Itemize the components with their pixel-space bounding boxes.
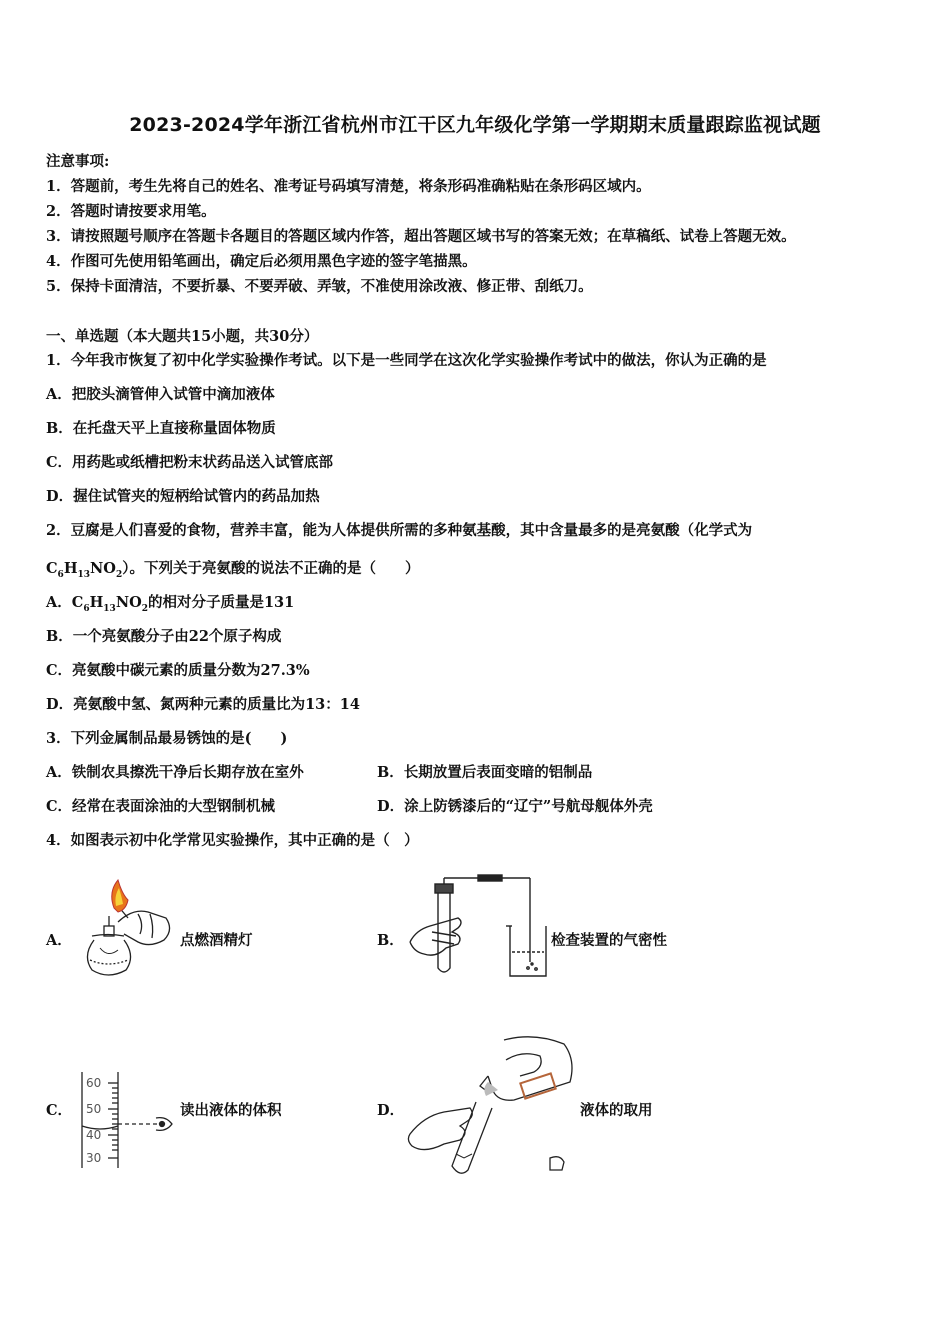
q1-option-b: B．在托盘天平上直接称量固体物质 <box>46 420 276 437</box>
cylinder-tick-50: 50 <box>86 1102 102 1116</box>
q3-option-c: C．经常在表面涂油的大型钢制机械 <box>46 798 276 815</box>
q1-option-c: C．用药匙或纸槽把粉末状药品送入试管底部 <box>46 454 334 471</box>
alcohol-lamp-figure <box>78 878 178 988</box>
q3-option-b: B．长期放置后表面变暗的铝制品 <box>377 764 593 781</box>
q2-option-c: C．亮氨酸中碳元素的质量分数为27.3% <box>46 662 310 679</box>
q4-label-d: D． <box>377 1102 405 1119</box>
q4-text-d: 液体的取用 <box>580 1102 653 1119</box>
cylinder-tick-60: 60 <box>86 1076 102 1090</box>
airtightness-figure <box>406 872 556 982</box>
q1-stem: 1．今年我市恢复了初中化学实验操作考试。以下是一些同学在这次化学实验操作考试中的做法，你认为正确的是 <box>46 352 767 369</box>
q4-text-b: 检查装置的气密性 <box>551 932 667 949</box>
notice-item-4: 4．作图可先使用铅笔画出，确定后必须用黑色字迹的签字笔描黑。 <box>46 253 477 270</box>
q3-stem: 3．下列金属制品最易锈蚀的是( ) <box>46 730 288 747</box>
q2-option-b: B．一个亮氨酸分子由22个原子构成 <box>46 628 282 645</box>
notice-item-2: 2．答题时请按要求用笔。 <box>46 203 216 220</box>
q2-option-a: A．$C_6H_{13}NO_2$的相对分子质量是131 <box>46 594 295 614</box>
q4-text-c: 读出液体的体积 <box>180 1102 282 1119</box>
q4-stem: 4．如图表示初中化学常见实验操作，其中正确的是（ ） <box>46 832 419 849</box>
q4-label-b: B． <box>377 932 404 949</box>
cylinder-tick-40: 40 <box>86 1128 102 1142</box>
q2-stem-formula-line: $C_6H_{13}NO_2$）。下列关于亮氨酸的说法不正确的是（ ） <box>46 560 420 580</box>
q1-option-d: D．握住试管夹的短柄给试管内的药品加热 <box>46 488 320 505</box>
notice-item-5: 5．保持卡面清洁，不要折暴、不要弄破、弄皱，不准使用涂改液、修正带、刮纸刀。 <box>46 278 593 295</box>
q4-label-c: C． <box>46 1102 73 1119</box>
q4-text-a: 点燃酒精灯 <box>180 932 253 949</box>
notice-heading: 注意事项: <box>46 153 110 170</box>
notice-item-3: 3．请按照题号顺序在答题卡各题目的答题区域内作答，超出答题区域书写的答案无效；在草稿纸、试卷上答题无效。 <box>46 228 796 245</box>
q1-option-a: A．把胶头滴管伸入试管中滴加液体 <box>46 386 275 403</box>
q3-option-d: D．涂上防锈漆后的“辽宁”号航母舰体外壳 <box>377 798 653 815</box>
page-title: 2023-2024学年浙江省杭州市江干区九年级化学第一学期期末质量跟踪监视试题 <box>129 114 821 136</box>
q4-label-a: A． <box>46 932 72 949</box>
q3-option-a: A．铁制农具擦洗干净后长期存放在室外 <box>46 764 304 781</box>
graduated-cylinder-figure <box>78 1070 178 1172</box>
liquid-pouring-figure <box>404 1030 584 1180</box>
q2-option-d: D．亮氨酸中氢、氮两种元素的质量比为13：14 <box>46 696 360 713</box>
cylinder-tick-30: 30 <box>86 1151 102 1165</box>
notice-item-1: 1．答题前，考生先将自己的姓名、准考证号码填写清楚，将条形码准确粘贴在条形码区域内。 <box>46 178 651 195</box>
section-heading: 一、单选题（本大题共15小题，共30分） <box>46 328 319 345</box>
q2-stem: 2．豆腐是人们喜爱的食物，营养丰富，能为人体提供所需的多种氨基酸，其中含量最多的是亮氨酸（化学式为 <box>46 522 753 539</box>
